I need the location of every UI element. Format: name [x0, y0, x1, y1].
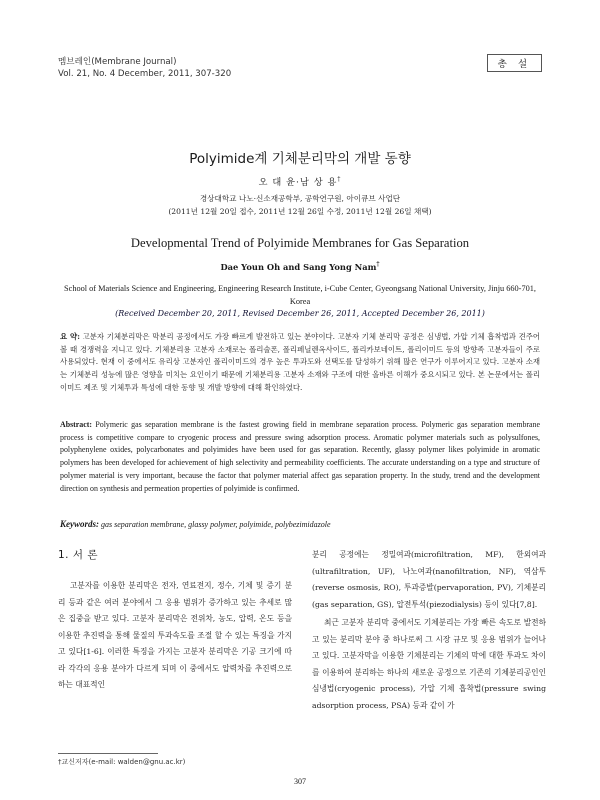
abstract-korean-text: 고분자 기체분리막은 막분리 공정에서도 가장 빠르게 발전하고 있는 분야이다. 고분자 기체 분리막 공정은 심냉법, 가압 기체 흡착법과 견주어 볼 때 경쟁력을 지니고 있다. 기체분리용 고분자 소재로는 폴리술폰, 폴리페닐렌옥사이드, 폴리카보네이트, 폴리이미드 등의 방향족 고분자들이 주로 사용되었다. 현재 이 중에서도 유리상 고분자인 폴리이미드의 경우 높은 투과도와 선택도를 달성하기 위해 많은 연구가 이루어지고 있다. 고분자 소재는 기체분리 성능에 많은 영향을 미치는 요인이기 때문에 기체분리용 고분자 소재와 구조에 대한 올바른 이해가 중요시되고 있다. 본 논문에서는 폴리이미드 제조 및 기체투과 특성에 대한 동향 및 개발 방향에 대해 확인하였다. — [60, 332, 540, 392]
corresponding-author-mark: † — [337, 175, 342, 183]
footnote-divider — [58, 753, 158, 754]
journal-issue: Vol. 21, No. 4 December, 2011, 307-320 — [58, 69, 232, 79]
keywords-text: gas separation membrane, glassy polymer, polyimide, polybezimidazole — [101, 520, 331, 529]
page-number: 307 — [294, 777, 306, 786]
section-heading: 1. 서 론 — [58, 549, 98, 561]
dates-korean: (2011년 12월 20일 접수, 2011년 12월 26일 수정, 2011년 12월 26일 채택) — [168, 206, 432, 216]
intro-paragraph-left: 고분자를 이용한 분리막은 전자, 연료전지, 정수, 기체 및 증기 분리 등과 같은 여러 분야에서 그 응용 범위가 증가하고 있는 추세로 많은 집중을 받고 있다. 고분자 분리막은 전위차, 농도, 압력, 온도 등을 이용한 추진력을 통해 물질의 투과속도를 조절 할 수 있는 특징을 가지고 있다[1-6]. 이러한 특징을 가지는 고분자 분리막은 기공 크기에 따라 각각의 응용 분야가 다르게 되며 이 중에서도 압력차를 추진력으로 하는 대표적인 — [58, 581, 292, 689]
abstract-english-label: Abstract: — [60, 420, 92, 429]
authors-korean — [40, 174, 560, 188]
keywords — [60, 519, 540, 529]
dates-english: (Received December 20, 2011, Revised December 26, 2011, Accepted December 26, 2011) — [115, 309, 485, 318]
abstract-korean — [60, 331, 540, 395]
abstract-korean-label: 요 약: — [60, 332, 80, 341]
intro-paragraph-right-1: 분리 공정에는 정밀여과(microfiltration, MF), 한외여과(ultrafiltration, UF), 나노여과(nanofiltration, NF), 역삼투(reverse osmosis, RO), 투과증발(pervaporation, PV), 기체분리(gas separation, GS), 압전투석(piezodialysis) 등이 있다[7,8]. — [312, 550, 546, 609]
affiliation-english: School of Materials Science and Engineering, Engineering Research Institute, i-Cube Center, Gyeongsang National University, Jinju 660-701, Korea — [64, 284, 536, 306]
authors-english-names: Dae Youn Oh and Sang Yong Nam — [220, 261, 377, 272]
keywords-label: Keywords: — [60, 519, 99, 529]
abstract-english-text: Polymeric gas separation membrane is the fastest growing field in membrane separation process. Polymeric gas separation membrane process is competitive compare to cryogenic process and pressure swing adsorption process. Aromatic polymer materials such as polysulfones, polyphenylene oxides, polycarbonates and polyimides have been used for gas separation. Recently, glassy polymer likes polyimide in aromatic polymers has been developed for achievement of high selectivity and permeability coefficients. The accurate understanding on a type and structure of polymer material is very important, because the factor that polymer material affect gas separation property. In the study, trend and the development direction on synthesis and permeation properties of polyimide is confirmed. — [60, 420, 540, 493]
title-korean: Polyimide계 기체분리막의 개발 동향 — [189, 151, 411, 167]
intro-paragraph-right-2: 최근 고분자 분리막 중에서도 기체분리는 가장 빠른 속도로 발전하고 있는 분리막 분야 중 하나로써 그 시장 규모 및 응용 범위가 늘어나고 있다. 고분자막을 이용한 기체분리는 기체의 막에 대한 투과도 차이를 이용하여 분리하는 하나의 새로운 공정으로 기존의 기체분리공인인 심냉법(cryogenic process), 가압 기체 흡착법(pressure swing adsorption process, PSA) 등과 같이 가 — [312, 618, 546, 710]
corresponding-author-mark-en: † — [376, 261, 380, 268]
body-left-column — [58, 547, 292, 694]
abstract-english — [60, 419, 540, 495]
journal-header — [58, 56, 231, 80]
article-type-badge: 총 설 — [487, 54, 542, 72]
title-english: Developmental Trend of Polyimide Membranes for Gas Separation — [130, 236, 470, 250]
footnote-corresponding-author: †교신저자(e-mail: walden@gnu.ac.kr) — [58, 758, 186, 766]
authors-english — [40, 261, 560, 272]
affiliation-korean-text: 경상대학교 나노·신소재공학부, 공학연구원, 아이큐브 사업단 — [199, 194, 401, 203]
journal-name: 멤브레인(Membrane Journal) — [58, 57, 177, 67]
authors-korean-names: 오 대 윤·남 상 용 — [258, 177, 338, 188]
affiliation-korean — [40, 193, 560, 218]
body-right-column — [312, 547, 546, 714]
